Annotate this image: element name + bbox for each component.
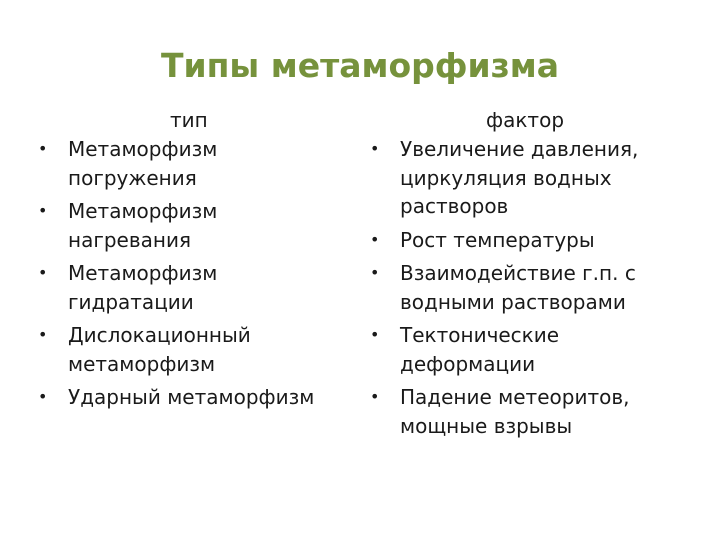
list-item-text: Метаморфизм гидратации	[68, 261, 218, 314]
list-item	[368, 383, 688, 440]
list-item	[368, 259, 688, 316]
list-item	[36, 383, 346, 412]
type-column-header: тип	[170, 108, 208, 132]
bullet-icon: •	[38, 201, 48, 220]
factor-column-header: фактор	[486, 108, 565, 132]
list-item	[36, 135, 346, 192]
list-item	[368, 321, 688, 378]
list-item	[36, 321, 346, 378]
type-column	[36, 106, 346, 417]
type-list	[36, 135, 346, 412]
list-item	[36, 197, 346, 254]
bullet-icon: •	[370, 325, 380, 344]
bullet-icon: •	[370, 263, 380, 282]
list-item	[36, 259, 346, 316]
list-item	[368, 135, 688, 221]
factor-list	[368, 135, 688, 440]
bullet-icon: •	[38, 325, 48, 344]
list-item-text: Тектонические деформации	[400, 323, 560, 376]
list-item-text: Падение метеоритов, мощные взрывы	[400, 385, 630, 438]
bullet-icon: •	[38, 139, 48, 158]
list-item-text: Рост температуры	[400, 227, 595, 252]
list-item-text: Метаморфизм погружения	[68, 137, 218, 190]
bullet-icon: •	[38, 263, 48, 282]
bullet-icon: •	[370, 139, 380, 158]
list-item-text: Метаморфизм нагревания	[68, 199, 218, 252]
bullet-icon: •	[370, 229, 380, 249]
factor-column	[368, 106, 688, 445]
list-item-text: Взаимодействие г.п. с водными растворами	[400, 261, 636, 314]
bullet-icon: •	[370, 387, 380, 406]
bullet-icon: •	[38, 387, 48, 406]
slide-title: Типы метаморфизма	[160, 46, 560, 85]
list-item	[368, 226, 688, 255]
list-item-text: Увеличение давления, циркуляция водных растворов	[400, 137, 639, 218]
list-item-text: Ударный метаморфизм	[68, 385, 315, 409]
list-item-text: Дислокационный метаморфизм	[68, 323, 251, 376]
